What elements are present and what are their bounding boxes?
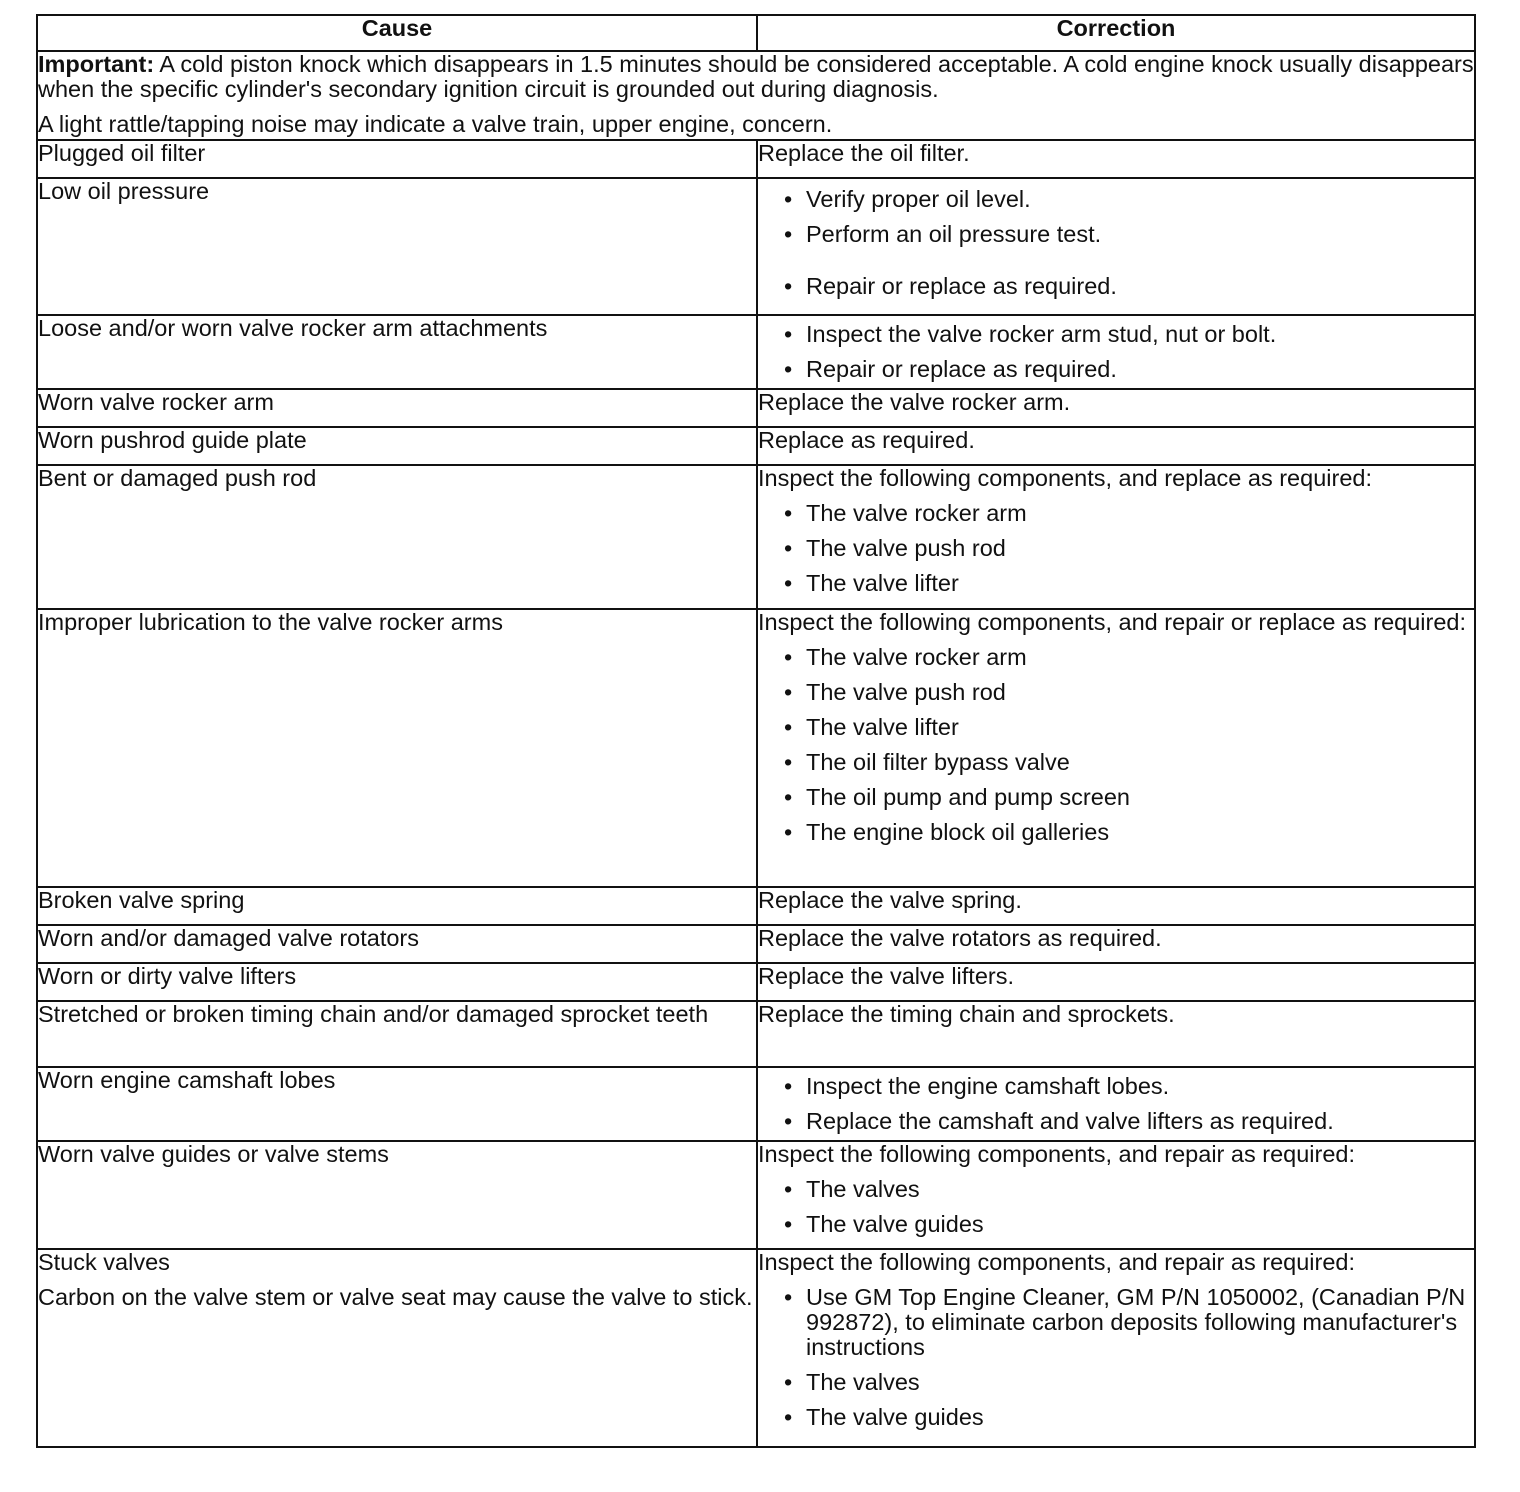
correction-intro: Inspect the following components, and repair as required: bbox=[758, 1141, 1355, 1167]
cause-cell bbox=[37, 140, 757, 178]
correction-cell bbox=[757, 140, 1475, 178]
cause-cell bbox=[37, 465, 757, 609]
list-item: • Repair or replace as required. bbox=[758, 274, 1474, 299]
table-row bbox=[37, 609, 1475, 887]
list-item: • The valve rocker arm bbox=[758, 645, 1474, 670]
correction-list bbox=[758, 645, 1474, 845]
cause-cell bbox=[37, 963, 757, 1001]
list-item: • Verify proper oil level. bbox=[758, 187, 1474, 212]
cause-text: Worn engine camshaft lobes bbox=[38, 1067, 336, 1093]
correction-intro: Inspect the following components, and replace as required: bbox=[758, 465, 1372, 491]
cause-cell bbox=[37, 427, 757, 465]
correction-list bbox=[758, 1074, 1474, 1134]
table-row bbox=[37, 1141, 1475, 1249]
table-row bbox=[37, 963, 1475, 1001]
cause-note: Carbon on the valve stem or valve seat may cause the valve to stick. bbox=[38, 1284, 753, 1310]
table-row bbox=[37, 1249, 1475, 1447]
correction-cell bbox=[757, 925, 1475, 963]
cause-text: Plugged oil filter bbox=[38, 140, 206, 166]
important-note bbox=[37, 51, 1475, 140]
cause-text: Stretched or broken timing chain and/or damaged sprocket teeth bbox=[38, 1001, 709, 1027]
table-row bbox=[37, 887, 1475, 925]
list-item: • Replace the camshaft and valve lifters as required. bbox=[758, 1109, 1474, 1134]
cause-text: Stuck valves bbox=[38, 1249, 170, 1275]
table-row bbox=[37, 140, 1475, 178]
list-item: • The valve guides bbox=[758, 1405, 1474, 1430]
correction-cell bbox=[757, 427, 1475, 465]
correction-list bbox=[758, 187, 1474, 299]
cause-text: Improper lubrication to the valve rocker arms bbox=[38, 609, 503, 635]
correction-cell bbox=[757, 1067, 1475, 1141]
list-item: • The valve guides bbox=[758, 1212, 1474, 1237]
correction-text: Replace the valve rotators as required. bbox=[758, 925, 1162, 951]
table-row bbox=[37, 465, 1475, 609]
cause-column-header: Cause bbox=[37, 15, 757, 51]
cause-cell bbox=[37, 1067, 757, 1141]
table-row bbox=[37, 389, 1475, 427]
list-item: • Inspect the valve rocker arm stud, nut or bolt. bbox=[758, 322, 1474, 347]
list-item: • The valve rocker arm bbox=[758, 501, 1474, 526]
cause-cell bbox=[37, 178, 757, 315]
light-rattle-note: A light rattle/tapping noise may indicate a valve train, upper engine, concern. bbox=[38, 111, 833, 137]
table-row bbox=[37, 427, 1475, 465]
table-row bbox=[37, 1001, 1475, 1067]
list-item: • The valves bbox=[758, 1177, 1474, 1202]
list-item: • The valves bbox=[758, 1370, 1474, 1395]
list-item: • The oil pump and pump screen bbox=[758, 785, 1474, 810]
correction-cell bbox=[757, 1249, 1475, 1447]
list-item: • The oil filter bypass valve bbox=[758, 750, 1474, 775]
correction-list bbox=[758, 322, 1474, 382]
list-item: • Inspect the engine camshaft lobes. bbox=[758, 1074, 1474, 1099]
list-item: • The valve push rod bbox=[758, 536, 1474, 561]
table-row bbox=[37, 178, 1475, 315]
list-item: • The valve push rod bbox=[758, 680, 1474, 705]
correction-text: Replace the timing chain and sprockets. bbox=[758, 1001, 1175, 1027]
correction-cell bbox=[757, 963, 1475, 1001]
correction-list bbox=[758, 1285, 1474, 1430]
cause-text: Worn or dirty valve lifters bbox=[38, 963, 297, 989]
list-item: • Perform an oil pressure test. bbox=[758, 222, 1474, 247]
correction-cell bbox=[757, 1141, 1475, 1249]
cause-cell bbox=[37, 609, 757, 887]
cause-cell bbox=[37, 1001, 757, 1067]
cause-text: Loose and/or worn valve rocker arm attachments bbox=[38, 315, 548, 341]
correction-cell bbox=[757, 389, 1475, 427]
correction-cell bbox=[757, 178, 1475, 315]
correction-text: Replace the valve spring. bbox=[758, 887, 1022, 913]
cause-text: Worn valve guides or valve stems bbox=[38, 1141, 389, 1167]
correction-cell bbox=[757, 315, 1475, 389]
list-item: • The engine block oil galleries bbox=[758, 820, 1474, 845]
cause-text: Worn valve rocker arm bbox=[38, 389, 274, 415]
cause-text: Worn pushrod guide plate bbox=[38, 427, 307, 453]
cause-cell bbox=[37, 1249, 757, 1447]
correction-list bbox=[758, 1177, 1474, 1237]
important-note-row bbox=[37, 51, 1475, 140]
list-item: • Use GM Top Engine Cleaner, GM P/N 1050002, (Canadian P/N 992872), to eliminate carbon deposits following manufacturer's instructions bbox=[758, 1285, 1474, 1360]
cause-cell bbox=[37, 389, 757, 427]
table-row bbox=[37, 925, 1475, 963]
correction-cell bbox=[757, 465, 1475, 609]
correction-text: Replace the valve rocker arm. bbox=[758, 389, 1071, 415]
cause-text: Low oil pressure bbox=[38, 178, 210, 204]
correction-text: Replace the oil filter. bbox=[758, 140, 970, 166]
correction-intro: Inspect the following components, and repair or replace as required: bbox=[758, 609, 1467, 635]
important-text: A cold piston knock which disappears in 1.5 minutes should be considered acceptable. A cold engine knock usually disappears when the specific cylinder's secondary ignition circuit is grounded out during diagnosis. bbox=[38, 51, 1474, 102]
cause-cell bbox=[37, 315, 757, 389]
table-row bbox=[37, 1067, 1475, 1141]
cause-text: Broken valve spring bbox=[38, 887, 245, 913]
correction-text: Replace as required. bbox=[758, 427, 975, 453]
cause-cell bbox=[37, 887, 757, 925]
cause-text: Worn and/or damaged valve rotators bbox=[38, 925, 419, 951]
correction-column-header: Correction bbox=[757, 15, 1475, 51]
list-item: • The valve lifter bbox=[758, 715, 1474, 740]
correction-list bbox=[758, 501, 1474, 596]
correction-cell bbox=[757, 609, 1475, 887]
correction-text: Replace the valve lifters. bbox=[758, 963, 1015, 989]
list-item: • Repair or replace as required. bbox=[758, 357, 1474, 382]
cause-cell bbox=[37, 925, 757, 963]
table-row bbox=[37, 315, 1475, 389]
list-item: • The valve lifter bbox=[758, 571, 1474, 596]
cause-cell bbox=[37, 1141, 757, 1249]
correction-intro: Inspect the following components, and repair as required: bbox=[758, 1249, 1355, 1275]
correction-cell bbox=[757, 1001, 1475, 1067]
header-row bbox=[37, 15, 1475, 51]
important-paragraph bbox=[38, 52, 1474, 102]
important-label: Important: bbox=[38, 51, 155, 77]
cause-text: Bent or damaged push rod bbox=[38, 465, 317, 491]
diagnosis-table bbox=[36, 14, 1476, 1448]
correction-cell bbox=[757, 887, 1475, 925]
